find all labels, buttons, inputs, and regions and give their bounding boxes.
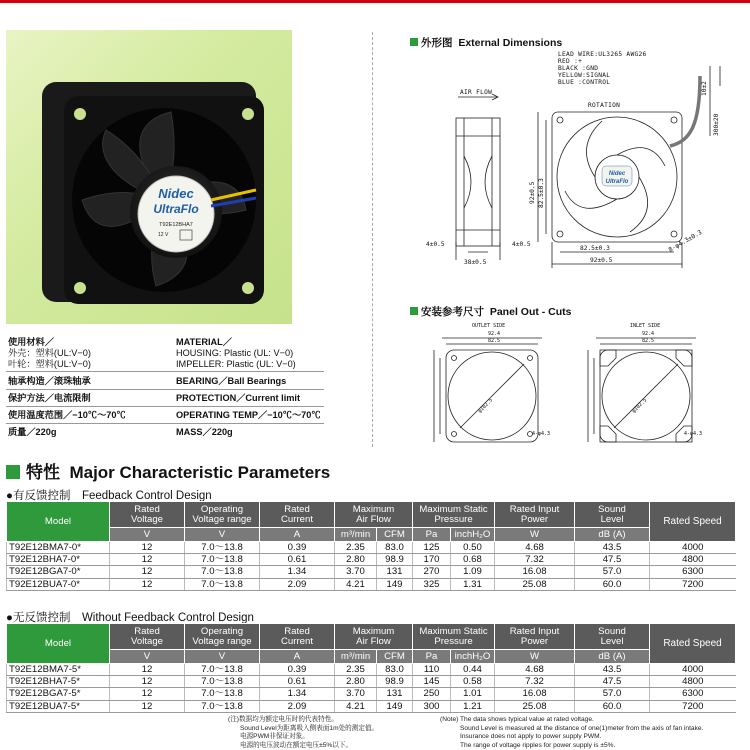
unit-db: dB (A) <box>575 650 650 664</box>
mat-en-temp: OPERATING TEMP／−10℃～70℃ <box>176 410 321 420</box>
value-cell: 0.39 <box>260 542 335 554</box>
value-cell: 57.0 <box>575 688 650 700</box>
value-cell: 0.58 <box>451 676 495 688</box>
mat-cn-protection: 保护方法／电流限制 <box>8 393 91 403</box>
value-cell: 16.08 <box>495 566 575 578</box>
value-cell: 7200 <box>650 578 736 590</box>
value-cell: 98.9 <box>377 554 413 566</box>
svg-text:8-φ4.3±0.3: 8-φ4.3±0.3 <box>667 229 704 254</box>
th-rated-speed: Rated Speed <box>650 624 736 664</box>
unit-pa: Pa <box>413 528 451 542</box>
mat-cn-impeller: 叶轮：塑料(UL:V−0) <box>8 359 91 369</box>
value-cell: 1.09 <box>451 566 495 578</box>
value-cell: 4800 <box>650 554 736 566</box>
table-row <box>7 578 736 590</box>
value-cell: 1.21 <box>451 700 495 712</box>
mat-en-impeller: IMPELLER: Plastic (UL: V−0) <box>176 359 296 369</box>
table-row <box>7 664 736 676</box>
value-cell: 7.0～13.8 <box>185 676 260 688</box>
value-cell: 110 <box>413 664 451 676</box>
note-en-2: Sound Level is measured at the distance of one(1)meter from the axis of fan intake. <box>460 724 704 732</box>
value-cell: 7.32 <box>495 676 575 688</box>
value-cell: 131 <box>377 566 413 578</box>
value-cell: 170 <box>413 554 451 566</box>
feedback-table <box>6 501 736 591</box>
note-cn-3: 电源PWM非保证对象。 <box>240 733 309 740</box>
unit-cfm: CFM <box>377 650 413 664</box>
mat-en-housing: HOUSING: Plastic (UL: V−0) <box>176 348 294 358</box>
value-cell: 43.5 <box>575 542 650 554</box>
svg-text:4±0.5: 4±0.5 <box>512 241 531 248</box>
th-sound-level: Sound Level <box>575 502 650 528</box>
th-model: Model <box>7 502 110 542</box>
mat-cn-temp: 使用温度范围／−10℃～70℃ <box>8 410 126 420</box>
value-cell: 125 <box>413 542 451 554</box>
unit-m3: m³/min <box>335 528 377 542</box>
value-cell: 4.68 <box>495 542 575 554</box>
th-input-power: Rated Input Power <box>495 502 575 528</box>
value-cell: 12 <box>110 676 185 688</box>
model-cell: T92E12BGA7-5* <box>7 688 110 700</box>
major-heading: 特性 Major Characteristic Parameters <box>6 458 330 483</box>
value-cell: 250 <box>413 688 451 700</box>
th-static-pressure: Maximum Static Pressure <box>413 624 495 650</box>
panel-heading: 安装参考尺寸 Panel Out - Cuts <box>410 304 572 319</box>
svg-text:92.4: 92.4 <box>642 331 655 337</box>
value-cell: 0.61 <box>260 676 335 688</box>
svg-text:82.5±0.3: 82.5±0.3 <box>538 178 545 208</box>
svg-text:92±0.5: 92±0.5 <box>590 257 613 264</box>
svg-text:4-φ4.3: 4-φ4.3 <box>684 431 703 437</box>
mat-cn-housing: 外壳：塑料(UL:V−0) <box>8 348 91 358</box>
note-cn-4: 电源的电压波动在额定电压±5%以下。 <box>240 741 353 749</box>
value-cell: 12 <box>110 566 185 578</box>
unit-a: A <box>260 528 335 542</box>
table-row <box>7 566 736 578</box>
value-cell: 3.70 <box>335 688 377 700</box>
model-cell: T92E12BUA7-5* <box>7 700 110 712</box>
value-cell: 4.68 <box>495 664 575 676</box>
value-cell: 47.5 <box>575 676 650 688</box>
table-row <box>7 688 736 700</box>
label-brand: Nidec <box>158 186 194 201</box>
nofeedback-table <box>6 623 736 713</box>
value-cell: 149 <box>377 700 413 712</box>
unit-v: V <box>110 528 185 542</box>
unit-v2: V <box>185 650 260 664</box>
th-input-power: Rated Input Power <box>495 624 575 650</box>
model-cell: T92E12BGA7-0* <box>7 566 110 578</box>
svg-text:φ102.5: φ102.5 <box>477 397 495 415</box>
unit-db: dB (A) <box>575 528 650 542</box>
value-cell: 0.68 <box>451 554 495 566</box>
svg-text:UltraFlo: UltraFlo <box>605 179 629 185</box>
value-cell: 6300 <box>650 688 736 700</box>
value-cell: 7.0～13.8 <box>185 542 260 554</box>
table-row <box>7 676 736 688</box>
svg-text:Nidec: Nidec <box>608 171 626 177</box>
unit-pa: Pa <box>413 650 451 664</box>
value-cell: 4000 <box>650 542 736 554</box>
table-row <box>7 700 736 712</box>
top-red-rule <box>0 0 750 3</box>
svg-text:10±2: 10±2 <box>701 81 708 96</box>
value-cell: 4.21 <box>335 700 377 712</box>
note-en-3: Insurance does not apply to power supply PWM. <box>460 733 602 740</box>
mat-en-bearing: BEARING／Ball Bearings <box>176 376 287 386</box>
value-cell: 7200 <box>650 700 736 712</box>
value-cell: 12 <box>110 700 185 712</box>
value-cell: 7.0～13.8 <box>185 664 260 676</box>
value-cell: 3.70 <box>335 566 377 578</box>
product-photo <box>6 30 292 324</box>
unit-m3: m³/min <box>335 650 377 664</box>
value-cell: 1.01 <box>451 688 495 700</box>
note-cn-2: Sound Level为距离吸入侧表面1m处的测定值。 <box>240 724 379 732</box>
unit-v2: V <box>185 528 260 542</box>
svg-text:BLUE :CONTROL: BLUE :CONTROL <box>558 79 611 86</box>
value-cell: 7.0～13.8 <box>185 566 260 578</box>
th-static-pressure: Maximum Static Pressure <box>413 502 495 528</box>
value-cell: 7.32 <box>495 554 575 566</box>
value-cell: 145 <box>413 676 451 688</box>
model-cell: T92E12BUA7-0* <box>7 578 110 590</box>
value-cell: 60.0 <box>575 578 650 590</box>
mat-en-protection: PROTECTION／Current limit <box>176 393 301 403</box>
notes-cn <box>228 716 378 750</box>
value-cell: 4800 <box>650 676 736 688</box>
value-cell: 2.35 <box>335 542 377 554</box>
model-cell: T92E12BMA7-5* <box>7 664 110 676</box>
th-model: Model <box>7 624 110 664</box>
value-cell: 149 <box>377 578 413 590</box>
svg-text:BLACK :GND: BLACK :GND <box>558 65 599 72</box>
value-cell: 12 <box>110 578 185 590</box>
note-cn-1: (注)数据均为额定电压时的代表特性。 <box>228 716 338 723</box>
value-cell: 0.39 <box>260 664 335 676</box>
svg-text:92.4: 92.4 <box>488 331 501 337</box>
th-rated-voltage: Rated Voltage <box>110 624 185 650</box>
svg-text:φ102.5: φ102.5 <box>631 397 649 415</box>
unit-w: W <box>495 650 575 664</box>
unit-inch: inchH₂O <box>451 528 495 542</box>
feedback-title: ●有反馈控制 Feedback Control Design <box>6 490 212 502</box>
mat-cn-title: 使用材料／ <box>8 337 54 347</box>
value-cell: 2.80 <box>335 554 377 566</box>
table-row <box>7 554 736 566</box>
value-cell: 1.34 <box>260 688 335 700</box>
value-cell: 131 <box>377 688 413 700</box>
value-cell: 83.0 <box>377 542 413 554</box>
th-sound-level: Sound Level <box>575 624 650 650</box>
label-volt: 12 V <box>158 232 169 238</box>
value-cell: 57.0 <box>575 566 650 578</box>
panel-cuts-drawing <box>380 318 725 448</box>
ext-heading: 外形图 External Dimensions <box>410 35 562 50</box>
value-cell: 47.5 <box>575 554 650 566</box>
value-cell: 325 <box>413 578 451 590</box>
mat-en-mass: MASS／220g <box>176 427 233 437</box>
value-cell: 7.0～13.8 <box>185 700 260 712</box>
model-cell: T92E12BHA7-5* <box>7 676 110 688</box>
svg-text:YELLOW:SIGNAL: YELLOW:SIGNAL <box>558 72 611 79</box>
value-cell: 98.9 <box>377 676 413 688</box>
unit-inch: inchH₂O <box>451 650 495 664</box>
value-cell: 2.80 <box>335 676 377 688</box>
mat-en-title: MATERIAL／ <box>176 337 232 347</box>
value-cell: 43.5 <box>575 664 650 676</box>
th-rated-current: Rated Current <box>260 624 335 650</box>
svg-text:82.5: 82.5 <box>488 338 501 344</box>
svg-text:RED :+: RED :+ <box>558 58 583 65</box>
model-cell: T92E12BHA7-0* <box>7 554 110 566</box>
value-cell: 12 <box>110 688 185 700</box>
value-cell: 1.31 <box>451 578 495 590</box>
th-air-flow: Maximum Air Flow <box>335 502 413 528</box>
label-sub: UltraFlo <box>153 202 199 216</box>
value-cell: 12 <box>110 554 185 566</box>
value-cell: 60.0 <box>575 700 650 712</box>
value-cell: 2.35 <box>335 664 377 676</box>
value-cell: 7.0～13.8 <box>185 688 260 700</box>
value-cell: 0.61 <box>260 554 335 566</box>
value-cell: 0.44 <box>451 664 495 676</box>
unit-cfm: CFM <box>377 528 413 542</box>
th-air-flow: Maximum Air Flow <box>335 624 413 650</box>
svg-text:38±0.5: 38±0.5 <box>464 259 487 266</box>
value-cell: 7.0～13.8 <box>185 554 260 566</box>
mat-cn-bearing: 轴承构造／滚珠轴承 <box>8 376 91 386</box>
note-en-4: The range of voltage ripples for power supply is ±5%. <box>460 741 616 749</box>
label-model: T92E12BHA7 <box>159 222 193 228</box>
svg-text:4±0.5: 4±0.5 <box>426 241 445 248</box>
svg-text:92±0.5: 92±0.5 <box>529 181 536 204</box>
svg-text:OUTLET SIDE: OUTLET SIDE <box>472 323 506 329</box>
svg-text:300±20: 300±20 <box>713 113 720 136</box>
value-cell: 1.34 <box>260 566 335 578</box>
value-cell: 270 <box>413 566 451 578</box>
th-operating-voltage: Operating Voltage range <box>185 502 260 528</box>
svg-text:82.5: 82.5 <box>642 338 655 344</box>
svg-text:INLET SIDE: INLET SIDE <box>630 323 661 329</box>
value-cell: 16.08 <box>495 688 575 700</box>
value-cell: 25.08 <box>495 578 575 590</box>
unit-v: V <box>110 650 185 664</box>
table-row <box>7 542 736 554</box>
value-cell: 2.09 <box>260 700 335 712</box>
value-cell: 4000 <box>650 664 736 676</box>
svg-text:AIR FLOW: AIR FLOW <box>460 89 493 96</box>
divider <box>372 32 373 447</box>
external-dimensions-drawing <box>380 46 725 281</box>
model-cell: T92E12BMA7-0* <box>7 542 110 554</box>
mat-cn-mass: 质量／220g <box>8 427 57 437</box>
svg-text:ROTATION: ROTATION <box>588 102 621 109</box>
value-cell: 6300 <box>650 566 736 578</box>
svg-text:LEAD WIRE:UL3265 AWG26: LEAD WIRE:UL3265 AWG26 <box>558 51 647 58</box>
nofeedback-title: ●无反馈控制 Without Feedback Control Design <box>6 612 254 624</box>
th-operating-voltage: Operating Voltage range <box>185 624 260 650</box>
unit-w: W <box>495 528 575 542</box>
value-cell: 7.0～13.8 <box>185 578 260 590</box>
th-rated-voltage: Rated Voltage <box>110 502 185 528</box>
value-cell: 25.08 <box>495 700 575 712</box>
note-en-1: (Note) The data shows typical value at rated voltage. <box>440 716 594 723</box>
value-cell: 2.09 <box>260 578 335 590</box>
svg-text:82.5±0.3: 82.5±0.3 <box>580 245 610 252</box>
material-block <box>6 336 346 446</box>
fan-image <box>6 30 292 324</box>
value-cell: 12 <box>110 664 185 676</box>
svg-text:4-φ4.3: 4-φ4.3 <box>532 431 551 437</box>
value-cell: 12 <box>110 542 185 554</box>
notes-en <box>440 716 703 750</box>
unit-a: A <box>260 650 335 664</box>
th-rated-speed: Rated Speed <box>650 502 736 542</box>
value-cell: 0.50 <box>451 542 495 554</box>
value-cell: 4.21 <box>335 578 377 590</box>
value-cell: 300 <box>413 700 451 712</box>
th-rated-current: Rated Current <box>260 502 335 528</box>
value-cell: 83.0 <box>377 664 413 676</box>
